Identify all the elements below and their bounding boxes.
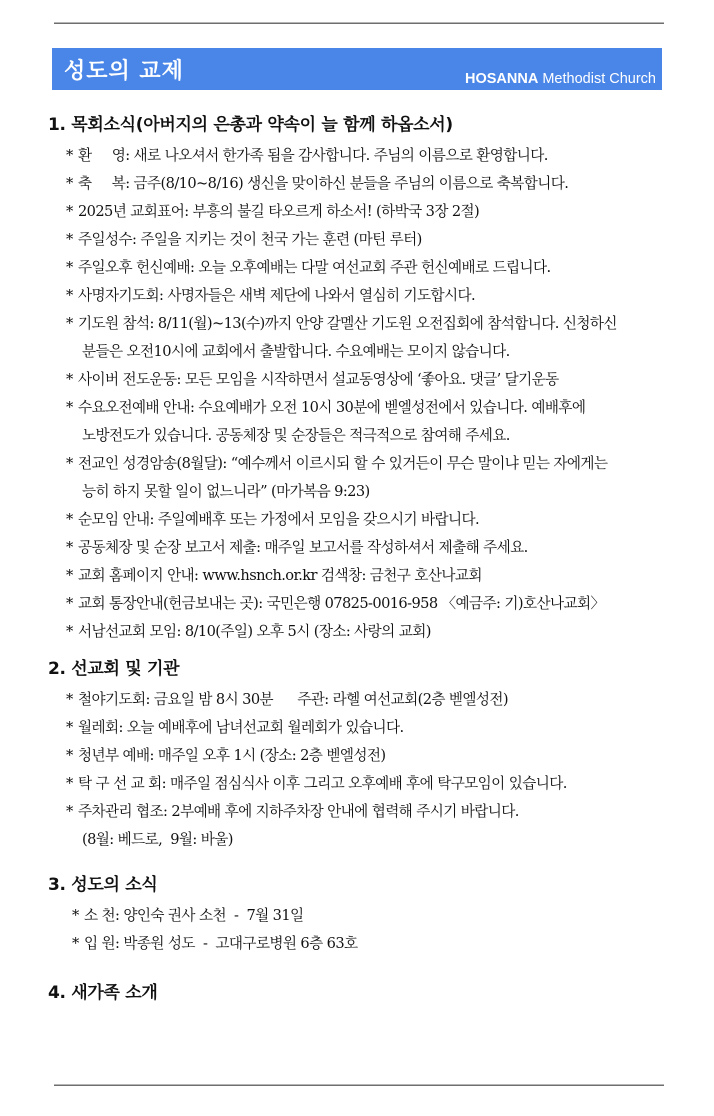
item-list — [48, 686, 688, 854]
asterisk-bullet-icon: * — [66, 259, 73, 276]
item-text: 기도원 참석: 8/11(월)~13(수)까지 안양 갈멜산 기도원 오전집회에 참석합니다. 신청하신 — [78, 315, 617, 332]
item-text: 순모임 안내: 주일예배후 또는 가정에서 모임을 갖으시기 바랍니다. — [78, 511, 480, 528]
item-text: 2025년 교회표어: 부흥의 불길 타오르게 하소서! (하박국 3장 2절) — [78, 203, 480, 220]
asterisk-bullet-icon: * — [66, 595, 73, 612]
item-text: 교회 통장안내(헌금보내는 곳): 국민은행 07825-0016-958 〈예금주: 기)호산나교회〉 — [78, 595, 605, 612]
list-item — [48, 742, 688, 770]
list-item — [48, 282, 688, 310]
item-text-continued: 분들은 오전10시에 교회에서 출발합니다. 수요예배는 모이지 않습니다. — [82, 343, 510, 360]
list-item — [48, 714, 688, 742]
item-text: 축 복: 금주(8/10~8/16) 생신을 맞이하신 분들을 주님의 이름으로 축복합니다. — [78, 175, 569, 192]
asterisk-bullet-icon: * — [66, 747, 73, 764]
asterisk-bullet-icon: * — [66, 623, 73, 640]
asterisk-bullet-icon: * — [66, 287, 73, 304]
church-name-rest: Methodist Church — [538, 71, 656, 87]
item-text-continued: 노방전도가 있습니다. 공동체장 및 순장들은 적극적으로 참여해 주세요. — [82, 427, 510, 444]
asterisk-bullet-icon: * — [72, 907, 79, 924]
church-name-bold: HOSANNA — [465, 71, 539, 87]
asterisk-bullet-icon: * — [66, 775, 73, 792]
list-item — [48, 450, 688, 506]
list-item — [48, 254, 688, 282]
section-heading: 3. 성도의 소식 — [48, 875, 158, 895]
item-text: 사이버 전도운동: 모든 모임을 시작하면서 설교동영상에 ‘좋아요. 댓글’ 달기운동 — [78, 371, 559, 388]
asterisk-bullet-icon: * — [66, 175, 73, 192]
item-text: 전교인 성경암송(8월달): “예수께서 이르시되 할 수 있거든이 무슨 말이냐 믿는 자에게는 — [78, 455, 608, 472]
section-heading: 4. 새가족 소개 — [48, 983, 158, 1003]
item-text: 교회 홈페이지 안내: www.hsnch.or.kr 검색창: 금천구 호산나교회 — [78, 567, 482, 584]
list-item — [48, 590, 688, 618]
list-item — [48, 142, 688, 170]
asterisk-bullet-icon: * — [66, 315, 73, 332]
section-heading: 2. 선교회 및 기관 — [48, 659, 180, 679]
item-text: 철야기도회: 금요일 밤 8시 30분 주관: 라헬 여선교회(2층 벧엘성전) — [78, 691, 509, 708]
asterisk-bullet-icon: * — [66, 567, 73, 584]
item-list — [48, 902, 688, 958]
page-banner — [52, 48, 662, 90]
list-item — [48, 770, 688, 798]
asterisk-bullet-icon: * — [66, 511, 73, 528]
item-text: 공동체장 및 순장 보고서 제출: 매주일 보고서를 작성하셔서 제출해 주세요. — [78, 539, 528, 556]
section-missions-and-organizations — [48, 652, 688, 854]
list-item — [48, 930, 688, 958]
asterisk-bullet-icon: * — [66, 371, 73, 388]
list-item — [48, 226, 688, 254]
item-text: 수요오전예배 안내: 수요예배가 오전 10시 30분에 벧엘성전에서 있습니다. 예배후에 — [78, 399, 586, 416]
list-item — [48, 618, 688, 646]
list-item — [48, 366, 688, 394]
item-text: 청년부 예배: 매주일 오후 1시 (장소: 2층 벧엘성전) — [78, 747, 386, 764]
item-text: 월레회: 오늘 예배후에 남녀선교회 월레회가 있습니다. — [78, 719, 404, 736]
item-text: 주차관리 협조: 2부예배 후에 지하주차장 안내에 협력해 주시기 바랍니다. — [78, 803, 519, 820]
list-item — [48, 562, 688, 590]
list-item — [48, 310, 688, 366]
asterisk-bullet-icon: * — [66, 147, 73, 164]
item-text: 환 영: 새로 나오셔서 한가족 됨을 감사합니다. 주님의 이름으로 환영합니다. — [78, 147, 548, 164]
item-text: 소 천: 양인숙 권사 소천 - 7월 31일 — [84, 907, 304, 924]
list-item — [48, 170, 688, 198]
asterisk-bullet-icon: * — [66, 691, 73, 708]
item-text: 입 원: 박종원 성도 - 고대구로병원 6층 63호 — [84, 935, 358, 952]
top-divider — [54, 22, 664, 24]
list-item — [48, 198, 688, 226]
list-item — [48, 534, 688, 562]
page-title: 성도의 교제 — [64, 59, 184, 84]
bottom-divider — [54, 1084, 664, 1086]
asterisk-bullet-icon: * — [66, 399, 73, 416]
item-text-continued: 능히 하지 못할 일이 없느니라” (마가복음 9:23) — [82, 483, 370, 500]
church-name — [465, 71, 656, 87]
section-pastoral-news — [48, 108, 688, 646]
item-text: 사명자기도회: 사명자들은 새벽 제단에 나와서 열심히 기도합시다. — [78, 287, 476, 304]
section-heading: 1. 목회소식(아버지의 은총과 약속이 늘 함께 하옵소서) — [48, 115, 453, 135]
asterisk-bullet-icon: * — [66, 455, 73, 472]
list-item — [48, 394, 688, 450]
list-item — [48, 506, 688, 534]
asterisk-bullet-icon: * — [66, 231, 73, 248]
section-new-family — [48, 976, 688, 1010]
list-item — [48, 902, 688, 930]
asterisk-bullet-icon: * — [66, 203, 73, 220]
item-text: 탁 구 선 교 회: 매주일 점심식사 이후 그리고 오후예배 후에 탁구모임이 있습니다. — [78, 775, 567, 792]
asterisk-bullet-icon: * — [66, 803, 73, 820]
item-text: 서남선교회 모임: 8/10(주일) 오후 5시 (장소: 사랑의 교회) — [78, 623, 431, 640]
item-text: 주일오후 헌신예배: 오늘 오후예배는 다말 여선교회 주관 헌신예배로 드립니다. — [78, 259, 551, 276]
item-list — [48, 142, 688, 646]
asterisk-bullet-icon: * — [66, 539, 73, 556]
bulletin-content — [48, 108, 688, 1024]
list-item — [48, 686, 688, 714]
asterisk-bullet-icon: * — [66, 719, 73, 736]
list-item — [48, 798, 688, 854]
section-member-news — [48, 868, 688, 958]
item-text: 주일성수: 주일을 지키는 것이 천국 가는 훈련 (마틴 루터) — [78, 231, 422, 248]
item-text-continued: (8월: 베드로, 9월: 바울) — [82, 831, 233, 848]
asterisk-bullet-icon: * — [72, 935, 79, 952]
